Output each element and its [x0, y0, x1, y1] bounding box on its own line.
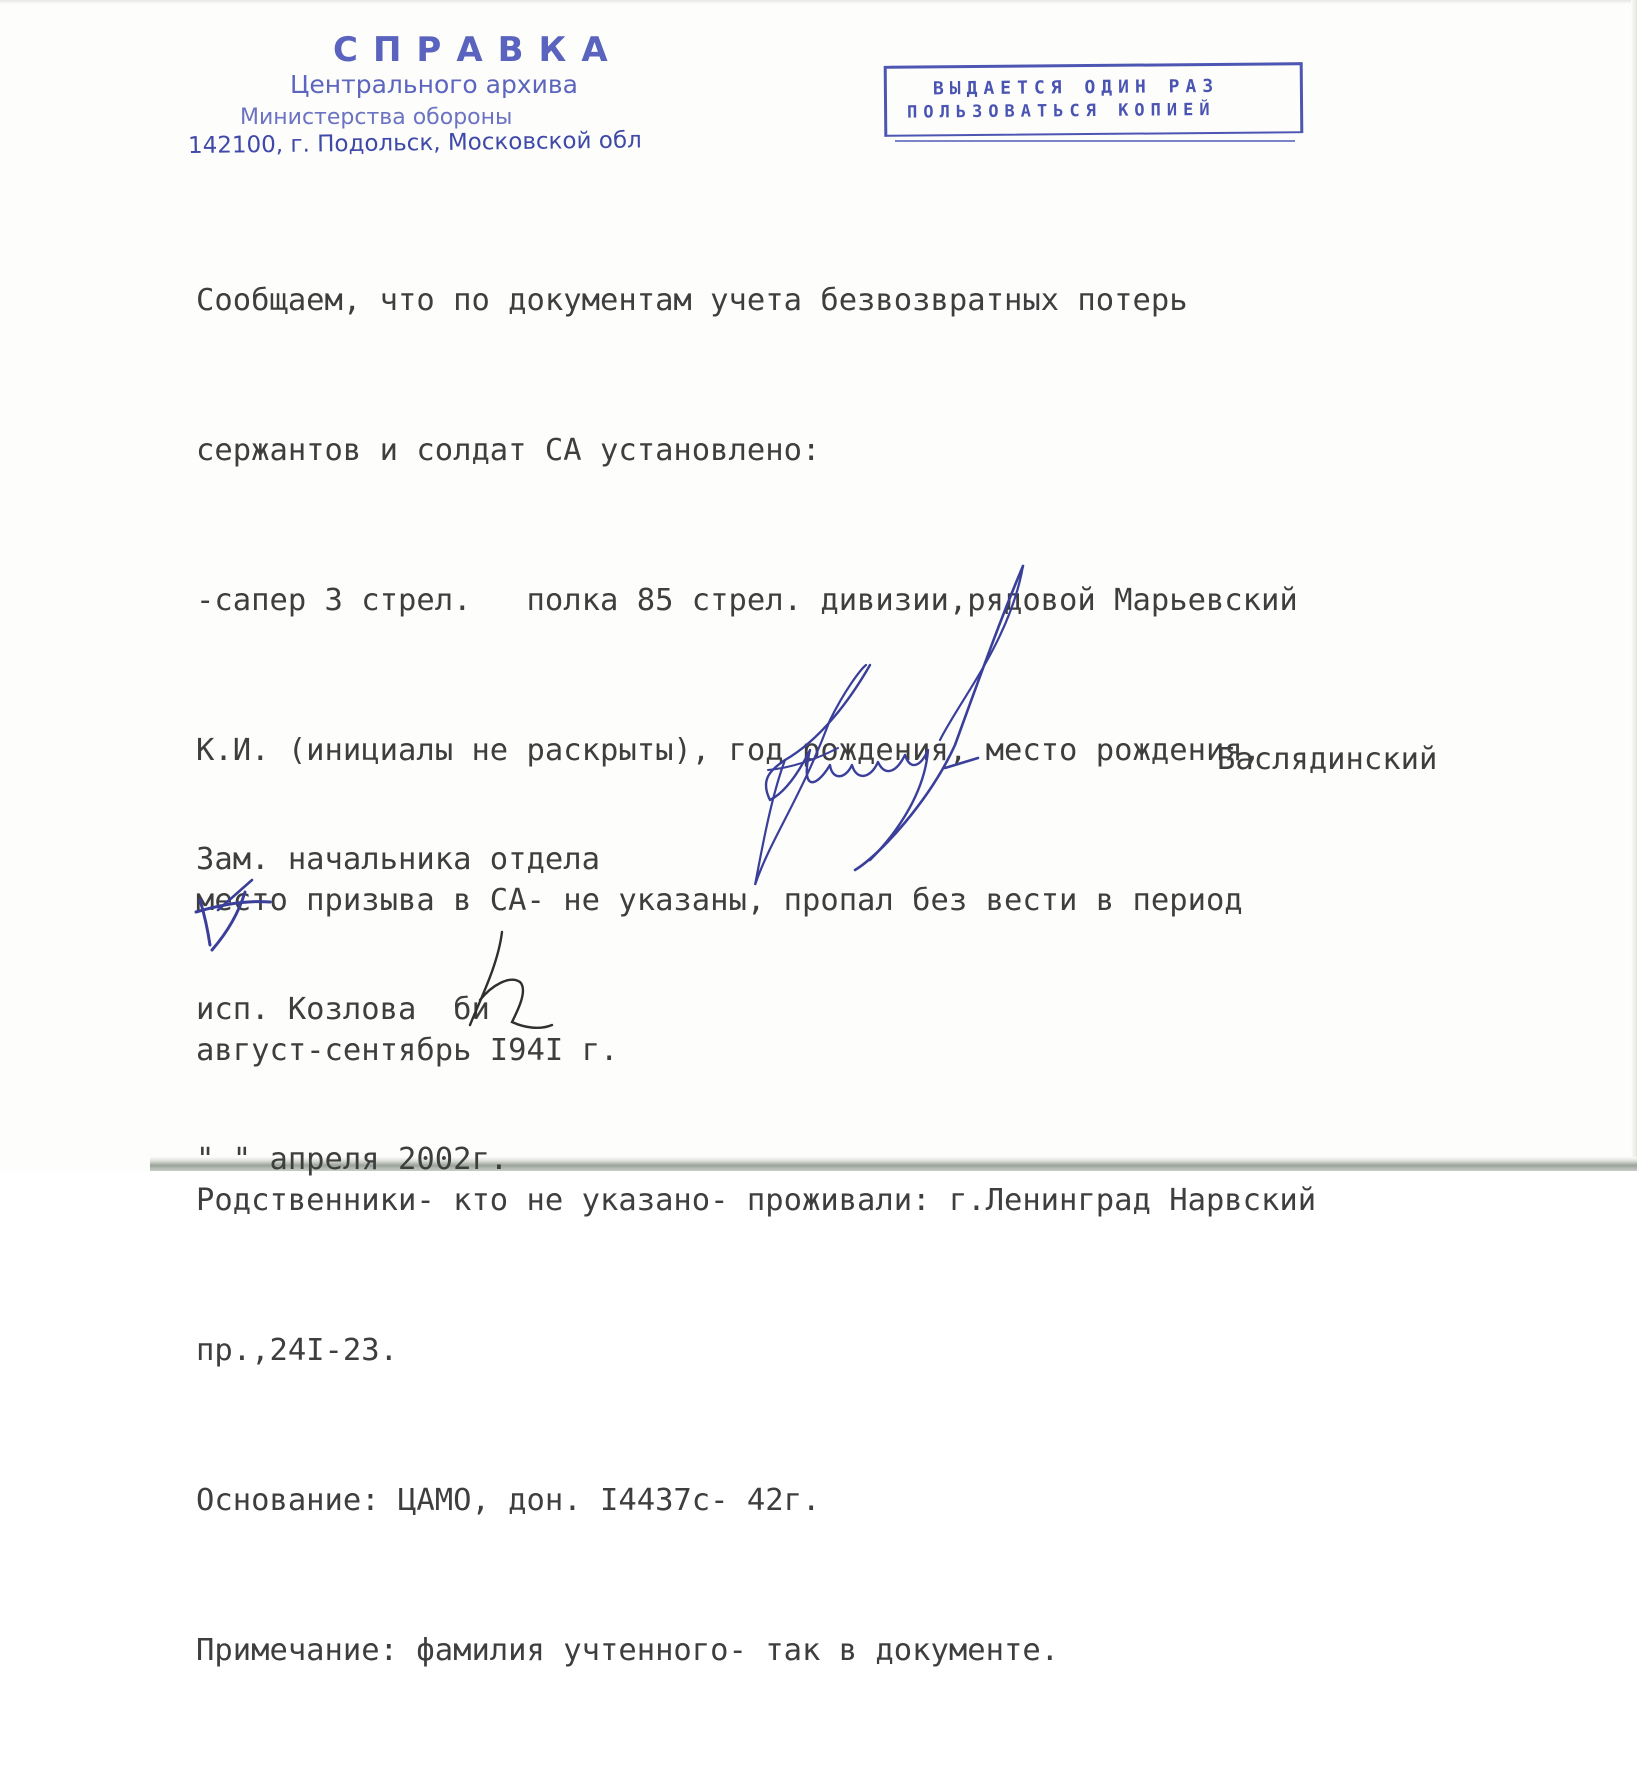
- box-stamp-underline: [895, 140, 1295, 142]
- body-line: Родственники- кто не указано- проживали: г.Ленинград Нарвский: [196, 1183, 1317, 1218]
- signer-position: Зам. начальника отдела: [196, 842, 600, 877]
- body-line: пр.,24I-23.: [196, 1333, 398, 1368]
- stamp-archive-name: Центрального архива: [290, 70, 578, 99]
- box-stamp-line1: ВЫДАЕТСЯ ОДИН РАЗ: [932, 75, 1220, 100]
- signature-block: [196, 735, 600, 1285]
- paper-top-edge: [0, 0, 1637, 4]
- signer-name: Баслядинский: [1217, 742, 1438, 777]
- document-date: " " апреля 2002г.: [196, 1142, 509, 1177]
- body-line: август-сентябрь I94I г.: [196, 1033, 619, 1068]
- stamp-address: 142100, г. Подольск, Московской обл: [187, 127, 642, 159]
- single-issue-stamp: [884, 62, 1304, 137]
- executor-name: исп. Козлова би: [196, 992, 490, 1027]
- stamp-title: СПРАВКА: [333, 30, 623, 70]
- paper-right-edge: [1631, 0, 1637, 1171]
- body-line: Сообщаем, что по документам учета безвозвратных потерь: [196, 283, 1188, 318]
- body-line: Основание: ЦАМО, дон. I4437с- 42г.: [196, 1483, 821, 1518]
- box-stamp-line2: ПОЛЬЗОВАТЬСЯ КОПИЕЙ: [907, 99, 1216, 123]
- body-line: место призыва в СА- не указаны, пропал без вести в период: [196, 883, 1243, 918]
- body-line: К.И. (инициалы не раскрыты), год рождения, место рождения,: [196, 733, 1262, 768]
- stamp-ministry: Министерства обороны: [240, 105, 513, 130]
- body-line: -сапер 3 стрел. полка 85 стрел. дивизии,рядовой Марьевский: [196, 583, 1298, 618]
- body-line: Примечание: фамилия учтенного- так в документе.: [196, 1633, 1060, 1668]
- body-line: сержантов и солдат СА установлено:: [196, 433, 821, 468]
- archive-header-stamp: [187, 30, 750, 165]
